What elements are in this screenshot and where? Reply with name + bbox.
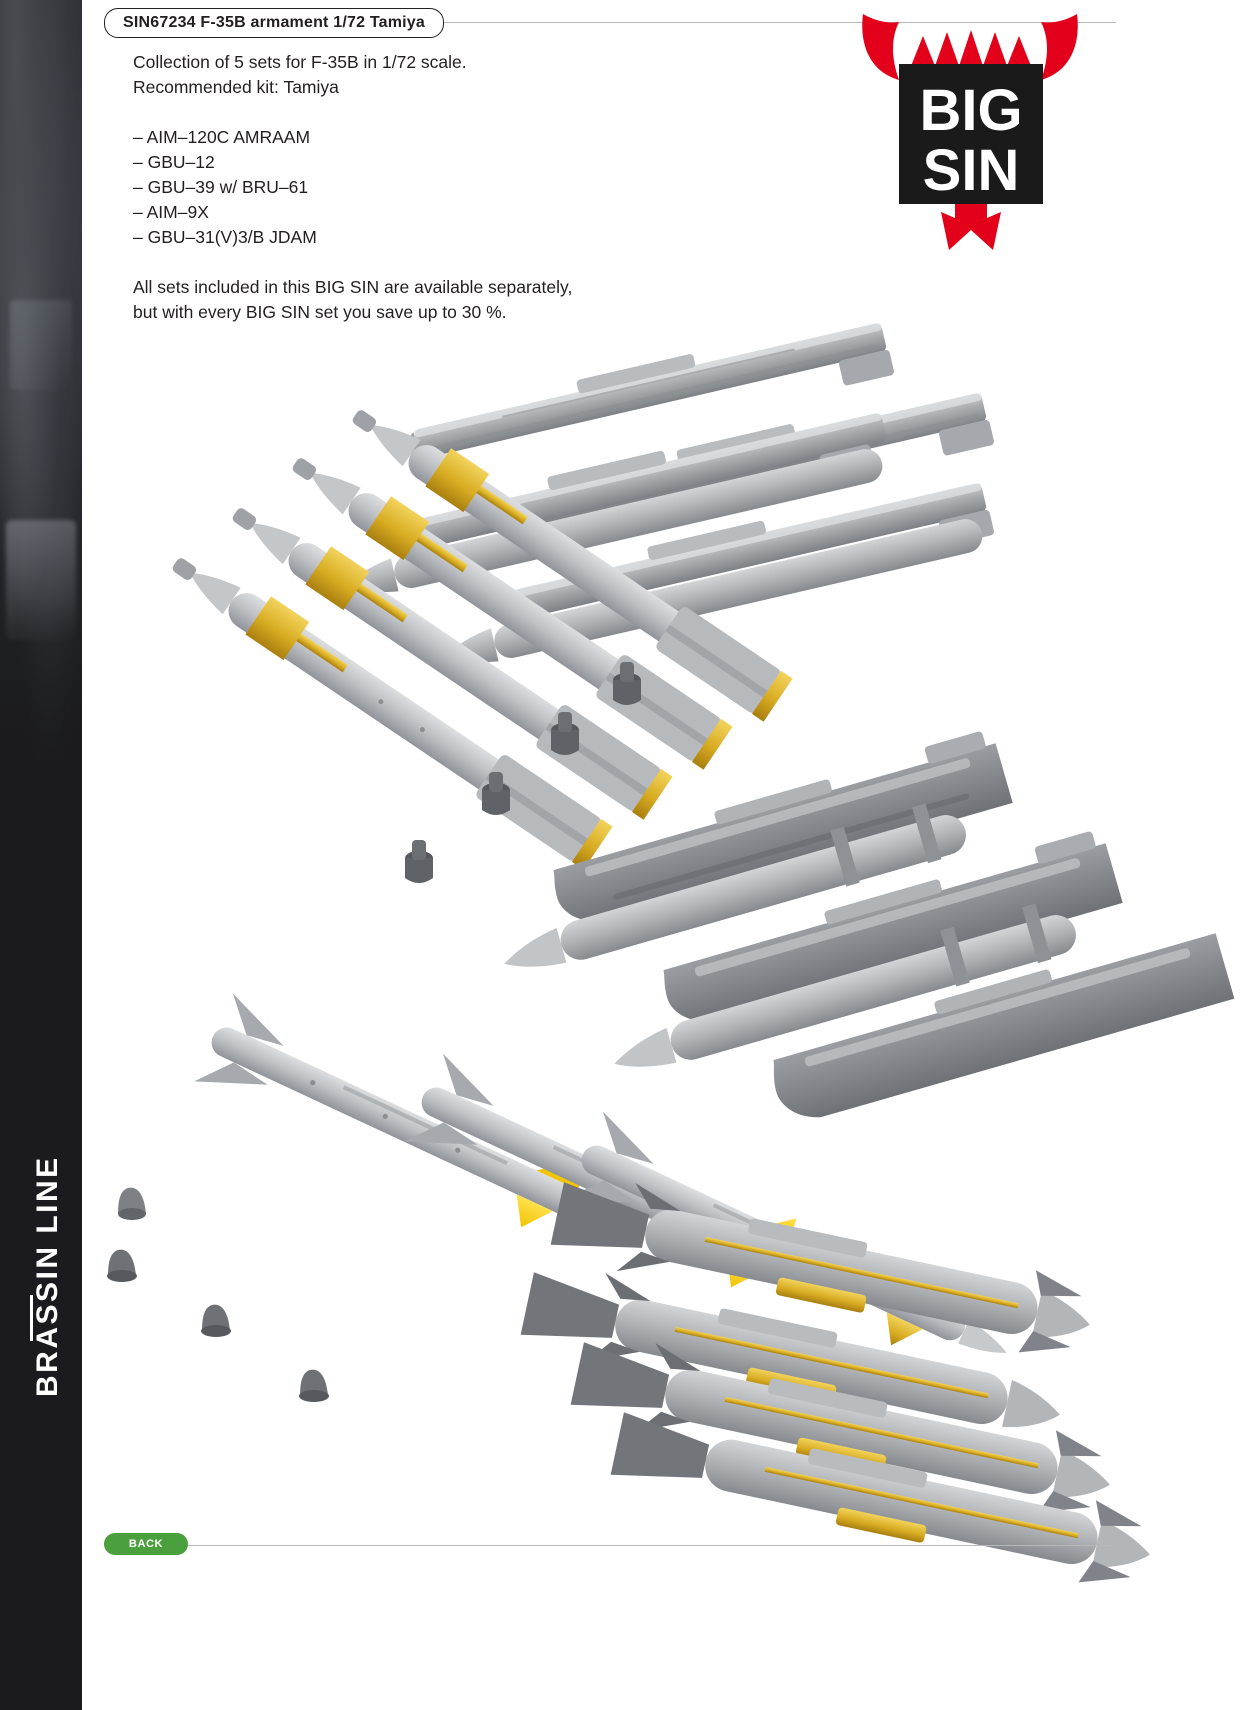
set-list-item: – AIM–9X — [133, 202, 209, 222]
intro-spacer-1 — [133, 100, 753, 125]
group-gbu-12-bombs — [161, 393, 793, 883]
set-list-item: – AIM–120C AMRAAM — [133, 127, 311, 147]
resin-plug — [613, 662, 641, 705]
gbu-12-bomb — [281, 441, 733, 769]
logo-text-big: BIG — [919, 78, 1023, 143]
seeker-cone — [118, 1188, 146, 1220]
launch-rail — [393, 310, 895, 487]
gbu-31-jdam — [568, 1329, 1119, 1530]
group-gbu-31-jdam — [518, 1169, 1158, 1596]
group-aim-9x — [107, 994, 1027, 1402]
horn-right-icon — [1041, 14, 1078, 80]
intro-spacer-2 — [133, 250, 753, 275]
left-sidebar — [0, 0, 82, 1710]
gbu-12-bomb — [341, 393, 793, 721]
brassin-line-label: BRASSIN LINE — [31, 1155, 64, 1397]
savings-note-line-1: All sets included in this BIG SIN are available separately, — [133, 277, 573, 297]
intro-line-1: Collection of 5 sets for F-35B in 1/72 scale. — [133, 52, 467, 72]
resin-plug — [551, 712, 579, 755]
tail-icon — [941, 202, 1001, 250]
launch-rail-with-missile — [432, 470, 997, 672]
group-gbu-39-bru-61 — [494, 728, 1234, 1127]
gbu-31-jdam — [518, 1259, 1069, 1460]
gbu-39-sdb — [494, 795, 971, 983]
gbu-12-bomb — [221, 491, 673, 819]
aim-9x-missile — [402, 1054, 867, 1339]
footer-divider — [104, 1545, 1116, 1546]
aim-9x-missile — [192, 994, 657, 1279]
set-list-item: – GBU–39 w/ BRU–61 — [133, 177, 309, 197]
set-list-item: – GBU–31(V)3/B JDAM — [133, 227, 317, 247]
savings-note-line-2: but with every BIG SIN set you save up to 30 %. — [133, 302, 507, 322]
aim-9x-missile — [562, 1112, 1027, 1397]
big-sin-logo — [855, 6, 1085, 256]
launch-rail-with-missile — [332, 401, 895, 603]
launch-rail — [493, 380, 995, 557]
bru-61-rack — [655, 828, 1123, 1031]
group-launch-rails — [332, 310, 997, 672]
gbu-31-jdam — [548, 1169, 1099, 1370]
bru-61-rack — [764, 922, 1234, 1127]
horn-left-icon — [862, 14, 899, 80]
seeker-cone — [107, 1250, 137, 1282]
resin-plug — [405, 840, 433, 883]
seeker-cone — [201, 1305, 231, 1337]
set-list-item: – GBU–12 — [133, 152, 215, 172]
logo-text-sin: SIN — [922, 138, 1020, 203]
crown-icon — [911, 30, 1031, 66]
back-button[interactable]: BACK — [104, 1533, 188, 1555]
set-list — [133, 125, 753, 250]
gbu-39-sdb — [604, 895, 1081, 1083]
page-title: SIN67234 F-35B armament 1/72 Tamiya — [104, 8, 444, 38]
intro-line-2: Recommended kit: Tamiya — [133, 77, 339, 97]
gbu-31-jdam — [609, 1400, 1159, 1595]
resin-plug — [482, 772, 510, 815]
gbu-12-bomb — [161, 541, 613, 869]
intro-text-block — [133, 50, 753, 325]
bru-61-rack — [545, 728, 1013, 931]
sidebar-gradient-fade — [0, 600, 82, 820]
seeker-cone — [299, 1370, 329, 1402]
